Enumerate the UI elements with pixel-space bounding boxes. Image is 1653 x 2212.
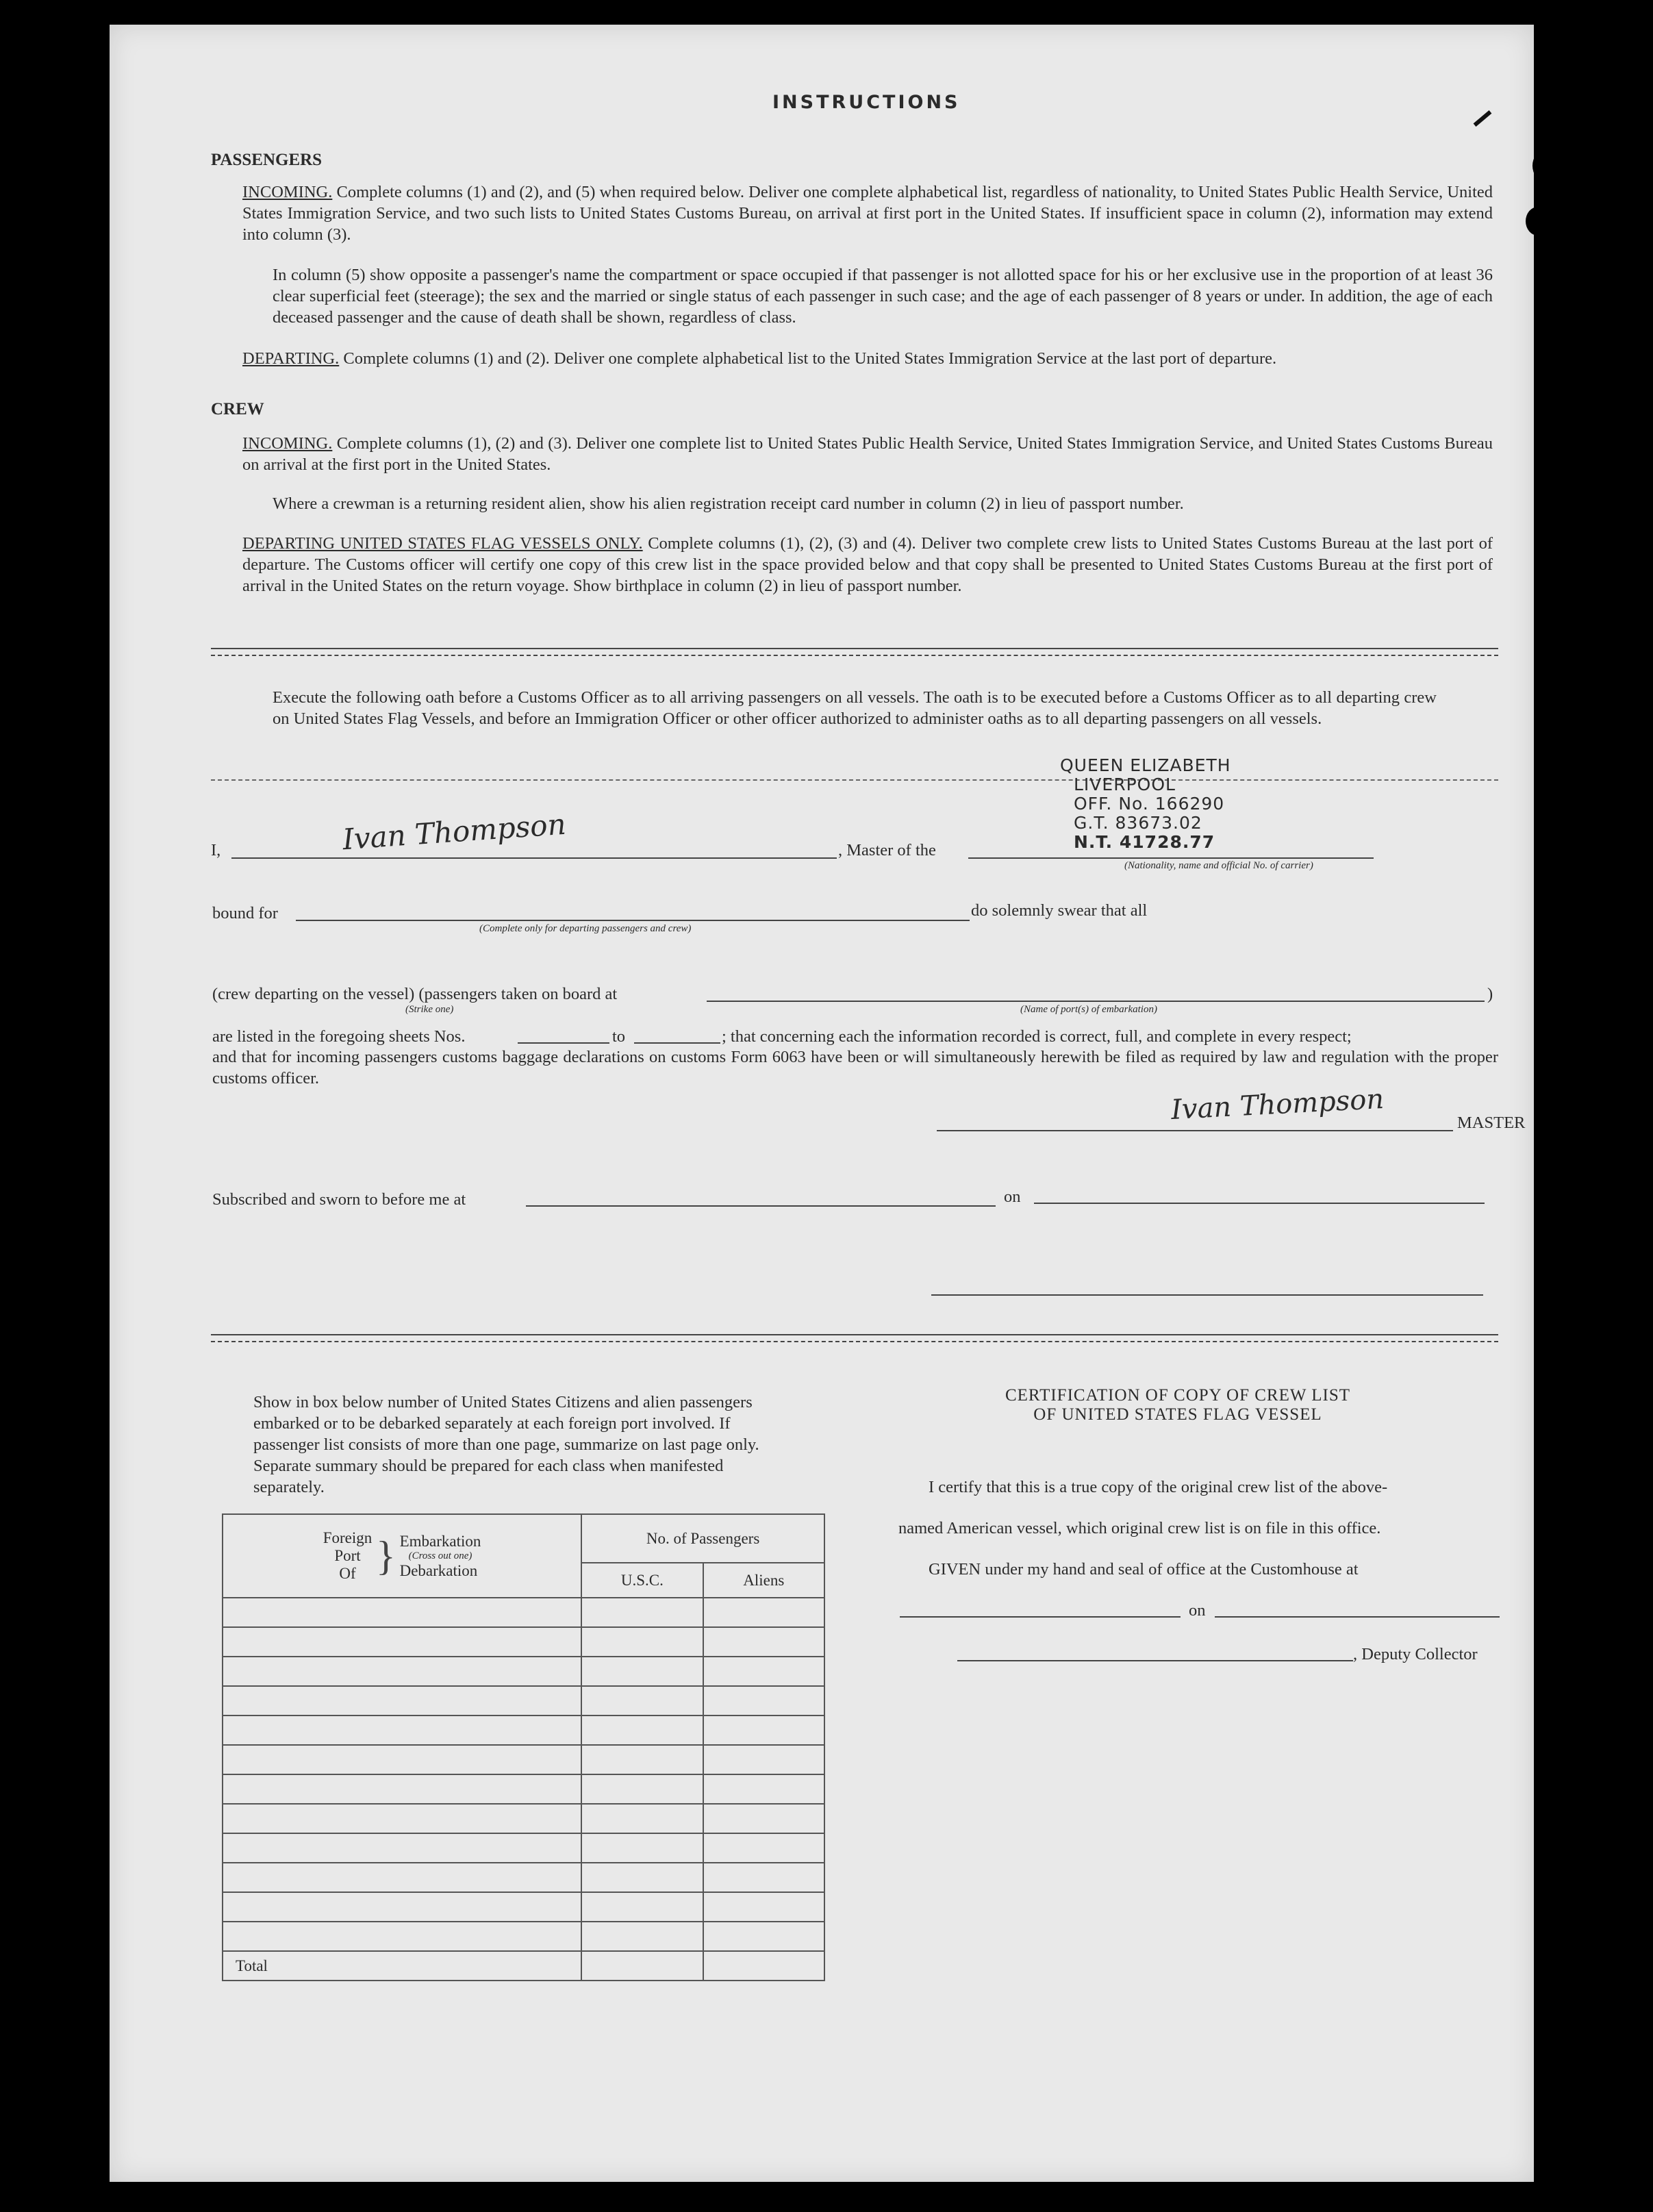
vessel-port: LIVERPOOL [1074, 775, 1176, 794]
port-header-cell: Foreign Port Of } Embarkation (Cross out one) Debarkation [223, 1514, 581, 1598]
foreign-label: Foreign [323, 1529, 373, 1546]
oath-divider [211, 779, 1498, 781]
port-label: Port [334, 1547, 361, 1564]
customhouse-line[interactable] [900, 1616, 1181, 1618]
master-signature-line[interactable] [937, 1130, 1453, 1131]
passengers-incoming-paragraph [242, 181, 1493, 245]
vessel-name: QUEEN ELIZABETH [1060, 755, 1231, 775]
oath-i-label: I, [211, 841, 221, 859]
name-of-ports-note: (Name of port(s) of embarkation) [1020, 1004, 1157, 1015]
crew-departing-text: Complete columns (1), (2), (3) and (4). Deliver two complete crew lists to United States Customs Bureau at the last port of departure. The Customs officer will certify one copy of this crew list in the space provided below and that copy shall be presented to United States Customs Bureau at the first port of arrival in the United States on the return voyage. Show birthplace in column (2) in lieu of passport number. [242, 534, 1493, 595]
table-row [223, 1863, 824, 1892]
subscribed-place-line[interactable] [526, 1205, 996, 1207]
subscribed-text: Subscribed and sworn to before me at [212, 1190, 466, 1209]
master-of-the-label: , Master of the [838, 841, 936, 859]
master-signature: Ivan Thompson [341, 807, 568, 857]
vessel-name-line[interactable] [968, 857, 1374, 859]
solemnly-swear-text: do solemnly swear that all [971, 901, 1148, 920]
page-title: INSTRUCTIONS [772, 92, 961, 113]
table-row [223, 1804, 824, 1833]
table-row [223, 1715, 824, 1745]
section-divider-2b [211, 1341, 1498, 1342]
passengers-heading: PASSENGERS [211, 151, 323, 169]
aliens-header: Aliens [703, 1563, 824, 1598]
table-row [223, 1922, 824, 1951]
table-row [223, 1627, 824, 1657]
certification-date-line[interactable] [1215, 1616, 1500, 1618]
certification-heading-line1: CERTIFICATION OF COPY OF CREW LIST [1005, 1386, 1351, 1405]
passengers-incoming-label: INCOMING. [242, 183, 333, 201]
passengers-incoming-text: Complete columns (1) and (2), and (5) when required below. Deliver one complete alphabetical list, regardless of nationality, to United States Public Health Service, United States Immigration Service, and two such lists to United States Customs Bureau, on arrival at first port in the United States. If insufficient space in column (2), information may extend into column (3). [242, 183, 1493, 244]
subscribed-on-label: on [1004, 1187, 1021, 1206]
total-label: Total [223, 1951, 581, 1981]
passengers-departing-label: DEPARTING. [242, 349, 340, 368]
certification-text-3: GIVEN under my hand and seal of office at the Customhouse at [929, 1560, 1359, 1579]
table-row [223, 1774, 824, 1804]
complete-only-note: (Complete only for departing passengers and crew) [479, 923, 692, 934]
crew-returning-paragraph: Where a crewman is a returning resident alien, show his alien registration receipt card number in column (2) in lieu of passport number. [273, 494, 1184, 513]
nationality-note: (Nationality, name and official No. of carrier) [1124, 860, 1313, 871]
deputy-collector-line[interactable] [957, 1660, 1353, 1661]
embarkation-label: Embarkation [399, 1532, 481, 1550]
table-row [223, 1745, 824, 1774]
master-label: MASTER [1457, 1114, 1526, 1132]
crew-heading: CREW [211, 400, 264, 418]
bound-for-line[interactable] [296, 920, 970, 921]
crew-departing-text: (crew departing on the vessel) (passengers taken on board at [212, 985, 618, 1003]
deputy-collector-label: , Deputy Collector [1353, 1645, 1478, 1663]
certification-heading-line2: OF UNITED STATES FLAG VESSEL [1033, 1405, 1322, 1424]
bound-for-label: bound for [212, 904, 278, 922]
ink-blot [1532, 149, 1560, 182]
table-row [223, 1686, 824, 1715]
crew-departing-label: DEPARTING UNITED STATES FLAG VESSELS ONLY. [242, 534, 643, 553]
of-label: Of [339, 1565, 356, 1582]
cross-out-note: (Cross out one) [408, 1550, 472, 1561]
vessel-net-tonnage: N.T. 41728.77 [1074, 832, 1215, 852]
summary-instructions: Show in box below number of United States Citizens and alien passengers embarked or to be debarked separately at each foreign port involved. If passenger list consists of more than one page, summarize on last page only. Separate summary should be prepared for each class when manifested separately. [253, 1393, 759, 1496]
passengers-column5-paragraph: In column (5) show opposite a passenger's name the compartment or space occupied if that passenger is not allotted space for his or her exclusive use in the proportion of at least 36 clear superficial feet (steerage); the sex and the married or single status of each passenger in such case; and the age of each passenger of 8 years or under. In addition, the age of each deceased passenger and the cause of death shall be shown, regardless of class. [273, 266, 1493, 327]
table-header-row [223, 1514, 824, 1563]
section-divider-2 [211, 1334, 1498, 1335]
to-label: to [612, 1027, 626, 1046]
master-signature-bottom: Ivan Thompson [1170, 1083, 1385, 1127]
oath-rest-text: and that for incoming passengers customs baggage declarations on customs Form 6063 have been or will simultaneously herewith be filed as required by law and regulation with the proper customs officer. [212, 1048, 1498, 1088]
certification-text-2: named American vessel, which original crew list is on file in this office. [898, 1519, 1381, 1537]
embarkation-port-line[interactable] [707, 1001, 1485, 1002]
ink-blot [1526, 207, 1550, 236]
listed-in-text: are listed in the foregoing sheets Nos. [212, 1027, 466, 1046]
passengers-departing-paragraph [242, 348, 1493, 369]
vessel-gross-tonnage: G.T. 83673.02 [1074, 813, 1202, 833]
total-row [223, 1951, 824, 1981]
crew-incoming-paragraph [242, 433, 1493, 475]
concerning-text: ; that concerning each the information recorded is correct, full, and complete in every respect; [722, 1027, 1352, 1046]
crew-incoming-label: INCOMING. [242, 434, 333, 453]
sheet-to-line[interactable] [634, 1042, 720, 1044]
subscribed-date-line[interactable] [1034, 1203, 1485, 1204]
section-divider [211, 648, 1498, 649]
table-row [223, 1657, 824, 1686]
passengers-departing-text: Complete columns (1) and (2). Deliver one complete alphabetical list to the United States Immigration Service at the last port of departure. [343, 349, 1277, 368]
certification-on-label: on [1189, 1601, 1206, 1620]
table-row [223, 1833, 824, 1863]
table-row [223, 1892, 824, 1922]
vessel-official-number: OFF. No. 166290 [1074, 794, 1225, 814]
officer-signature-line[interactable] [931, 1294, 1483, 1296]
certification-text-1: I certify that this is a true copy of the original crew list of the above- [929, 1478, 1388, 1496]
crew-departing-paragraph [242, 533, 1493, 596]
debarkation-label: Debarkation [399, 1561, 478, 1579]
passenger-summary-table [222, 1513, 825, 1981]
closing-paren: ) [1487, 985, 1493, 1003]
usc-header: U.S.C. [581, 1563, 703, 1598]
section-divider [211, 655, 1498, 656]
vessel-stamp [1060, 756, 1231, 852]
no-of-passengers-header: No. of Passengers [581, 1514, 824, 1563]
sheet-from-line[interactable] [518, 1042, 609, 1044]
master-name-line[interactable] [231, 857, 837, 859]
strike-one-note: (Strike one) [405, 1004, 454, 1015]
oath-intro-paragraph: Execute the following oath before a Customs Officer as to all arriving passengers on all vessels. The oath is to be executed before a Customs Officer as to all departing crew on United States Flag Vessels, and before an Immigration Officer or other officer authorized to administer oaths as to all departing passengers on all vessels. [273, 688, 1437, 728]
certification-heading [835, 1386, 1520, 1424]
crew-incoming-text: Complete columns (1), (2) and (3). Deliver one complete list to United States Public Health Service, United States Immigration Service, and United States Customs Bureau on arrival at the first port in the United States. [242, 434, 1493, 474]
table-row [223, 1598, 824, 1627]
